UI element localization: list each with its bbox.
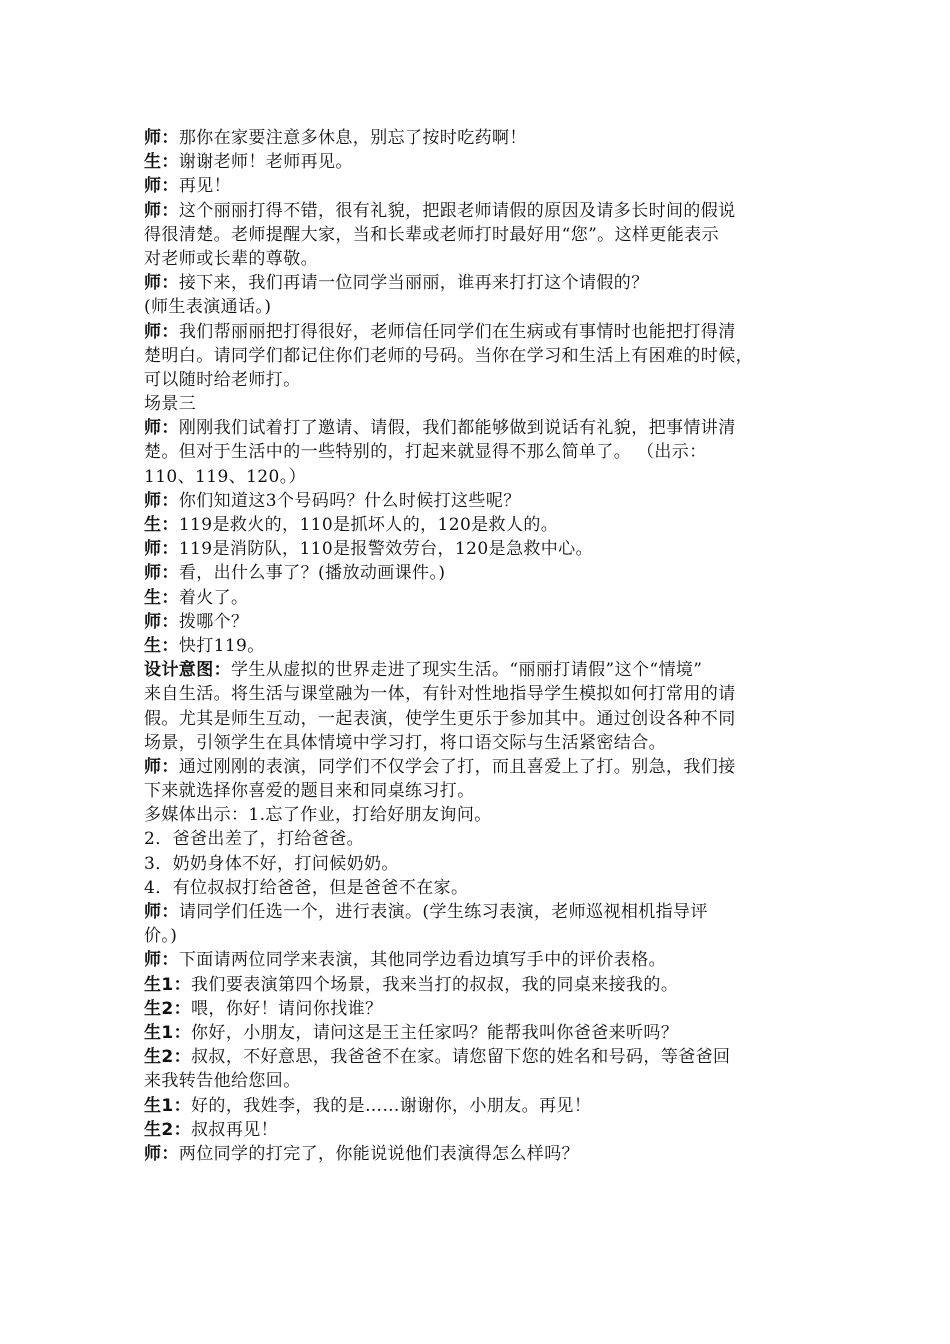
text-line — [144, 247, 814, 271]
speaker-label: 生1： — [144, 1022, 192, 1043]
speaker-label: 师： — [144, 756, 179, 777]
text-line — [144, 803, 814, 827]
speaker-label: 师： — [144, 1143, 179, 1164]
text-line — [144, 900, 814, 924]
line-text: 2．爸爸出差了，打给爸爸。 — [144, 829, 365, 850]
text-line — [144, 1021, 814, 1045]
text-line — [144, 755, 814, 779]
speaker-label: 师： — [144, 902, 179, 922]
text-line — [144, 682, 814, 706]
line-text: 假。尤其是师生互动，一起表演，使学生更乐于参加其中。通过创设各种不同 — [144, 708, 736, 729]
text-line — [144, 561, 814, 585]
text-line — [144, 707, 814, 731]
text-line — [144, 658, 814, 682]
line-text: 119是消防队，110是报警效劳台，120是急救中心。 — [178, 539, 593, 560]
line-text: 喂，你好！请问你找谁？ — [191, 998, 383, 1019]
line-text: 我们帮丽丽把打得很好，老师信任同学们在生病或有事情时也能把打得清 — [178, 321, 736, 342]
speaker-label: 生： — [144, 515, 179, 535]
speaker-label: 师： — [144, 418, 179, 439]
text-line — [144, 174, 814, 198]
text-line — [144, 1094, 814, 1118]
text-line — [144, 271, 814, 295]
lesson-transcript — [144, 126, 814, 1166]
text-line — [144, 827, 814, 851]
line-text: 多媒体出示：1.忘了作业，打给好朋友询问。 — [144, 805, 492, 826]
speaker-label: 生2： — [144, 1119, 192, 1140]
speaker-label: 师： — [144, 321, 179, 342]
line-text: 那你在家要注意多休息，别忘了按时吃药啊！ — [178, 128, 527, 148]
speaker-label: 设计意图： — [144, 660, 231, 681]
line-text: 接下来，我们再请一位同学当丽丽，谁再来打打这个请假的？ — [178, 273, 649, 294]
speaker-label: 师： — [144, 539, 179, 560]
speaker-label: 师： — [144, 563, 179, 584]
line-text: 你好，小朋友，请问这是王主任家吗？能帮我叫你爸爸来听吗？ — [191, 1022, 679, 1043]
speaker-label: 师： — [144, 490, 179, 511]
text-line — [144, 610, 814, 634]
text-line — [144, 416, 814, 440]
line-text: 再见！ — [178, 176, 232, 197]
speaker-label: 生： — [144, 635, 179, 656]
text-line — [144, 489, 814, 513]
line-text: 可以随时给老师打。 — [144, 369, 301, 390]
line-text: 110、119、120。） — [144, 466, 307, 487]
line-text: 谢谢老师！老师再见。 — [178, 152, 353, 173]
text-line — [144, 368, 814, 392]
line-text: 学生从虚拟的世界走进了现实生活。“丽丽打请假”这个“情境” — [231, 660, 703, 681]
line-text: 叔叔再见！ — [191, 1119, 279, 1140]
line-text: 刚刚我们试着打了邀请、请假，我们都能够做到说话有礼貌，把事情讲清 — [178, 418, 736, 439]
line-text: 我们要表演第四个场景，我来当打的叔叔，我的同桌来接我的。 — [191, 974, 679, 995]
line-text: 楚明白。请同学们都记住你们老师的号码。当你在学习和生活上有困难的时候， — [144, 345, 753, 366]
text-line — [144, 731, 814, 755]
line-text: 看，出什么事了？(播放动画课件。) — [178, 563, 446, 584]
line-text: 价。) — [144, 926, 178, 947]
text-line — [144, 924, 814, 948]
line-text: 你们知道这3个号码吗？什么时候打这些呢？ — [178, 490, 521, 511]
line-text: 通过刚刚的表演，同学们不仅学会了打，而且喜爱上了打。别急，我们接 — [178, 756, 736, 777]
line-text: 快打119。 — [178, 635, 265, 656]
line-text: 场景三 — [144, 394, 197, 415]
text-line — [144, 344, 814, 368]
speaker-label: 师： — [144, 273, 179, 294]
line-text: 楚。但对于生活中的一些特别的，打起来就显得不那么简单了。 （出示： — [144, 442, 707, 463]
text-line — [144, 1045, 814, 1069]
line-text: 请同学们任选一个，进行表演。(学生练习表演，老师巡视相机指导评 — [178, 902, 708, 922]
text-line — [144, 973, 814, 997]
text-line — [144, 223, 814, 247]
text-line — [144, 465, 814, 489]
text-line — [144, 320, 814, 344]
text-line — [144, 1069, 814, 1093]
line-text: 着火了。 — [178, 587, 249, 608]
line-text: 来我转告他给您回。 — [144, 1071, 301, 1092]
line-text: 对老师或长辈的尊敬。 — [144, 248, 318, 269]
speaker-label: 师： — [144, 950, 179, 971]
text-line — [144, 876, 814, 900]
line-text: 场景，引领学生在具体情境中学习打，将口语交际与生活紧密结合。 — [144, 732, 666, 753]
text-line — [144, 586, 814, 610]
text-line — [144, 852, 814, 876]
text-line — [144, 634, 814, 658]
text-line — [144, 126, 814, 150]
text-line — [144, 997, 814, 1021]
speaker-label: 生2： — [144, 998, 192, 1019]
text-line — [144, 295, 814, 319]
line-text: (师生表演通话。) — [144, 297, 272, 318]
text-line — [144, 779, 814, 803]
text-line — [144, 199, 814, 223]
text-line — [144, 150, 814, 174]
text-line — [144, 537, 814, 561]
speaker-label: 生2： — [144, 1047, 192, 1068]
line-text: 好的，我姓李，我的是……谢谢你，小朋友。再见！ — [191, 1095, 592, 1116]
line-text: 3．奶奶身体不好，打问候奶奶。 — [144, 853, 399, 874]
speaker-label: 生： — [144, 587, 179, 608]
line-text: 这个丽丽打得不错，很有礼貌，把跟老师请假的原因及请多长时间的假说 — [178, 200, 736, 221]
speaker-label: 师： — [144, 200, 179, 221]
line-text: 4．有位叔叔打给爸爸，但是爸爸不在家。 — [144, 877, 469, 898]
text-line — [144, 513, 814, 537]
text-line — [144, 1142, 814, 1166]
speaker-label: 生1： — [144, 1095, 192, 1116]
speaker-label: 生1： — [144, 974, 192, 995]
line-text: 两位同学的打完了，你能说说他们表演得怎么样吗？ — [178, 1143, 580, 1164]
line-text: 来自生活。将生活与课堂融为一体，有针对性地指导学生模拟如何打常用的请 — [144, 684, 736, 705]
text-line — [144, 948, 814, 972]
line-text: 下来就选择你喜爱的题目来和同桌练习打。 — [144, 781, 475, 802]
line-text: 119是救火的，110是抓坏人的，120是救人的。 — [178, 515, 559, 535]
speaker-label: 生： — [144, 152, 179, 173]
text-line — [144, 440, 814, 464]
text-line — [144, 1118, 814, 1142]
text-line — [144, 392, 814, 416]
speaker-label: 师： — [144, 611, 179, 632]
line-text: 下面请两位同学来表演，其他同学边看边填写手中的评价表格。 — [178, 950, 667, 971]
speaker-label: 师： — [144, 128, 179, 148]
line-text: 拨哪个？ — [178, 611, 249, 632]
line-text: 得很清楚。老师提醒大家，当和长辈或老师打时最好用“您”。这样更能表示 — [144, 224, 719, 245]
speaker-label: 师： — [144, 176, 179, 197]
line-text: 叔叔，不好意思，我爸爸不在家。请您留下您的姓名和号码，等爸爸回 — [191, 1047, 731, 1068]
